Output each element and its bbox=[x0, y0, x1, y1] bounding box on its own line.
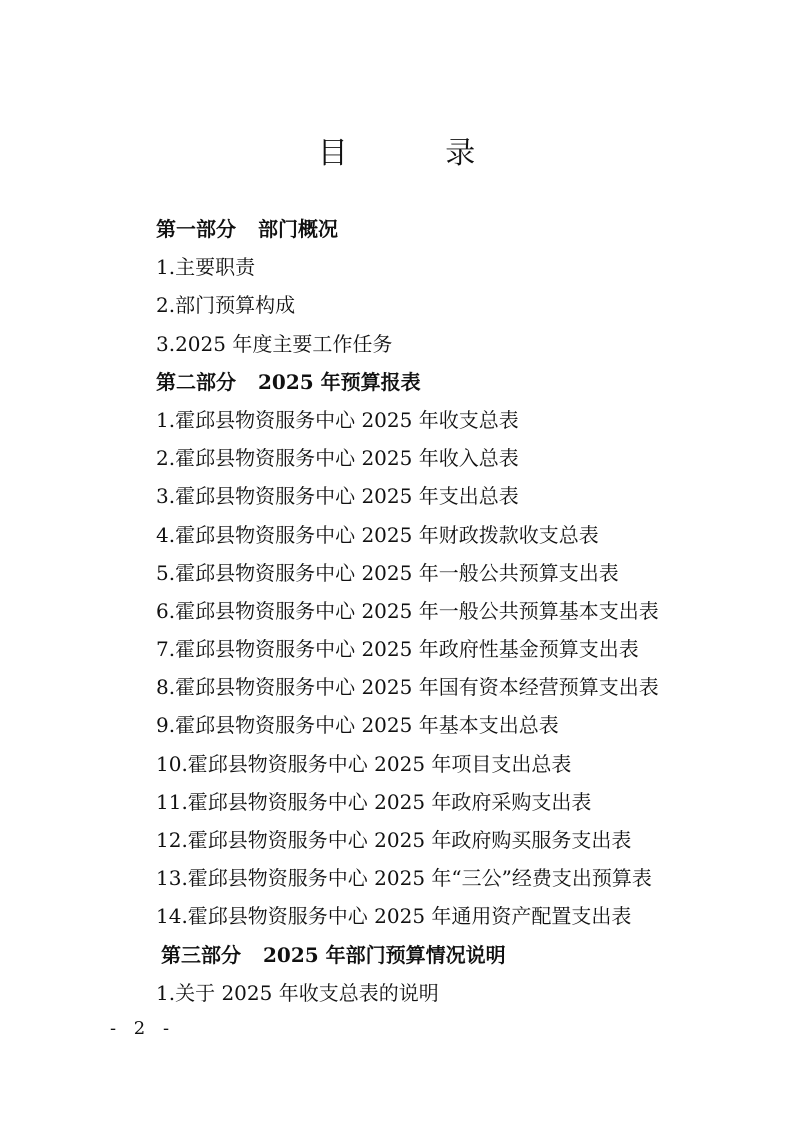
toc-item[interactable]: 6.霍邱县物资服务中心 2025 年一般公共预算基本支出表 bbox=[156, 598, 659, 623]
toc-section-part3[interactable] bbox=[156, 936, 756, 974]
section-title: 部门概况 bbox=[258, 217, 338, 241]
toc-item[interactable]: 2.部门预算构成 bbox=[156, 293, 296, 318]
section-label: 第一部分 bbox=[156, 217, 236, 241]
section-label: 第二部分 bbox=[156, 369, 236, 394]
section-title: 2025 年部门预算情况说明 bbox=[263, 942, 506, 967]
toc-section-part2[interactable] bbox=[156, 363, 756, 401]
toc-section-part1[interactable] bbox=[156, 210, 756, 248]
toc-item[interactable]: 10.霍邱县物资服务中心 2025 年项目支出总表 bbox=[156, 751, 572, 776]
toc-item[interactable]: 12.霍邱县物资服务中心 2025 年政府购买服务支出表 bbox=[156, 828, 632, 852]
toc-item[interactable]: 13.霍邱县物资服务中心 2025 年“三公”经费支出预算表 bbox=[156, 866, 652, 891]
toc-item[interactable]: 14.霍邱县物资服务中心 2025 年通用资产配置支出表 bbox=[156, 904, 632, 929]
toc-item[interactable]: 4.霍邱县物资服务中心 2025 年财政拨款收支总表 bbox=[156, 522, 599, 547]
toc-item[interactable]: 1.关于 2025 年收支总表的说明 bbox=[156, 980, 439, 1005]
toc-item[interactable]: 1.主要职责 bbox=[156, 255, 256, 280]
toc-item[interactable]: 9.霍邱县物资服务中心 2025 年基本支出总表 bbox=[156, 713, 559, 738]
toc-item[interactable]: 8.霍邱县物资服务中心 2025 年国有资本经营预算支出表 bbox=[156, 675, 659, 700]
toc-item[interactable]: 7.霍邱县物资服务中心 2025 年政府性基金预算支出表 bbox=[156, 637, 639, 662]
page-number: - 2 - bbox=[110, 1018, 176, 1039]
page-title: 目 录 bbox=[317, 136, 520, 171]
section-title: 2025 年预算报表 bbox=[258, 369, 421, 394]
toc-item[interactable]: 1.霍邱县物资服务中心 2025 年收支总表 bbox=[156, 407, 519, 432]
section-label: 第三部分 bbox=[161, 942, 241, 967]
table-of-contents bbox=[156, 210, 756, 1012]
toc-item[interactable]: 11.霍邱县物资服务中心 2025 年政府采购支出表 bbox=[156, 789, 592, 814]
toc-item[interactable]: 2.霍邱县物资服务中心 2025 年收入总表 bbox=[156, 446, 519, 471]
toc-item[interactable]: 3.2025 年度主要工作任务 bbox=[156, 331, 393, 356]
toc-item[interactable]: 3.霍邱县物资服务中心 2025 年支出总表 bbox=[156, 484, 519, 509]
toc-item[interactable]: 5.霍邱县物资服务中心 2025 年一般公共预算支出表 bbox=[156, 560, 619, 585]
